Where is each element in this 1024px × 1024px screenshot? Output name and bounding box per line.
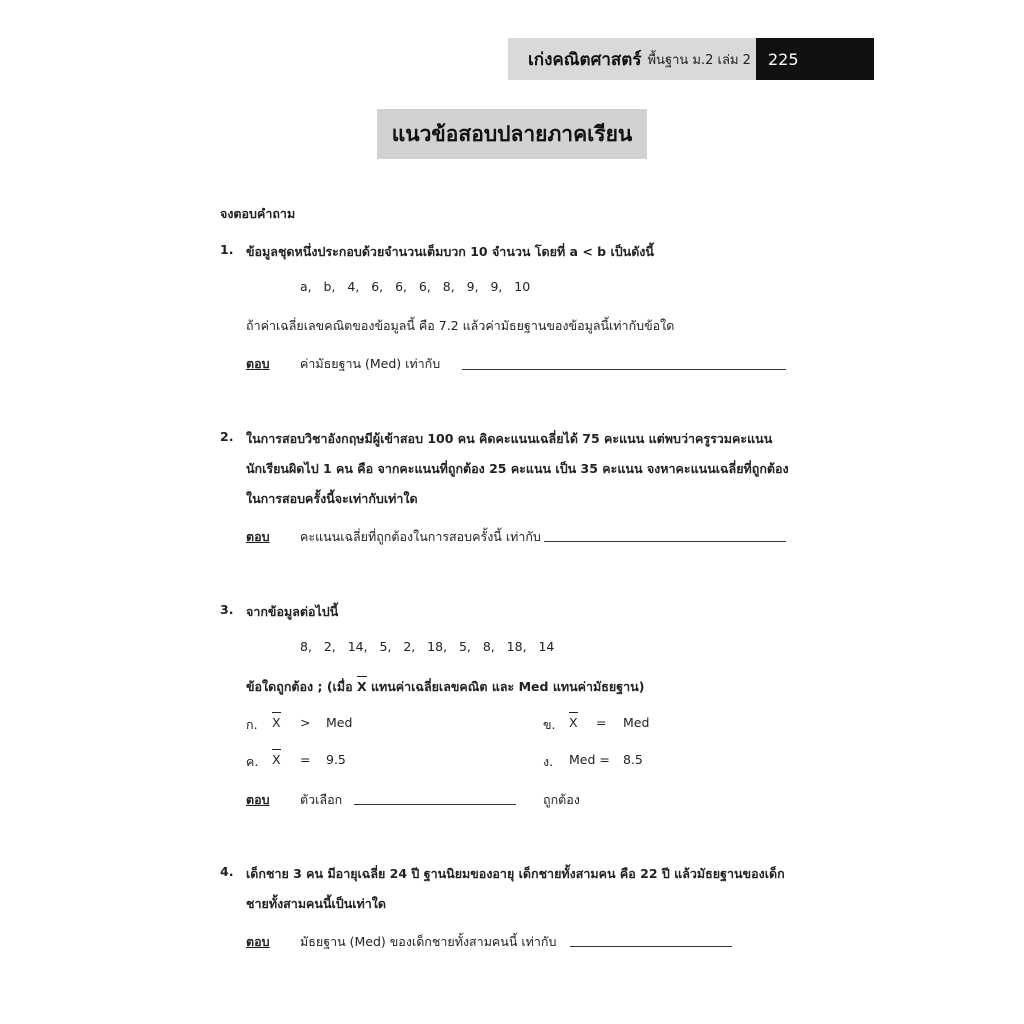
q1-answer-blank[interactable]	[462, 369, 786, 370]
q3-option-a-op: >	[300, 715, 311, 730]
q1-text: ข้อมูลชุดหนึ่งประกอบด้วยจำนวนเต็มบวก 10 จำนวน โดยที่ a < b เป็นดังนี้	[246, 244, 654, 259]
header-title-box	[508, 38, 756, 80]
q3-option-a-x	[272, 715, 281, 730]
q3-option-c-val: 9.5	[326, 752, 346, 767]
q4-answer-text: มัธยฐาน (Med) ของเด็กชายทั้งสามคนนี้ เท่ากับ	[300, 934, 557, 949]
xbar-symbol: X	[272, 715, 281, 730]
q2-line1: ในการสอบวิชาอังกฤษมีผู้เข้าสอบ 100 คน คิดคะแนนเฉลี่ยได้ 75 คะแนน แต่พบว่าครูรวมคะแนน	[246, 431, 773, 446]
xbar-symbol: X	[569, 715, 578, 730]
q3-answer-suffix: ถูกต้อง	[543, 792, 580, 807]
q4-line2: ชายทั้งสามคนนี้เป็นเท่าใด	[246, 896, 387, 911]
q3-option-b-label: ข.	[543, 717, 556, 732]
q3-option-d-val: 8.5	[623, 752, 643, 767]
q3-answer-text: ตัวเลือก	[300, 792, 343, 807]
q4-number: 4.	[220, 864, 234, 879]
q2-line2: นักเรียนผิดไป 1 คน คือ จากคะแนนที่ถูกต้อง 25 คะแนน เป็น 35 คะแนน จงหาคะแนนเฉลี่ยที่ถูกต้อง	[246, 461, 789, 476]
xbar-symbol: X	[356, 679, 367, 694]
q3-question-pre: ข้อใดถูกต้อง ; (เมื่อ	[246, 679, 353, 694]
q1-question: ถ้าค่าเฉลี่ยเลขคณิตของข้อมูลนี้ คือ 7.2 แล้วค่ามัธยฐานของข้อมูลนี้เท่ากับข้อใด	[246, 318, 675, 333]
q2-answer-label: ตอบ	[246, 529, 270, 544]
q3-data: 8, 2, 14, 5, 2, 18, 5, 8, 18, 14	[300, 639, 555, 654]
q3-option-a-val: Med	[326, 715, 353, 730]
q3-option-d-label: ง.	[543, 754, 554, 769]
q3-answer-blank[interactable]	[354, 804, 516, 805]
q3-answer-label: ตอบ	[246, 792, 270, 807]
q3-option-b-val: Med	[623, 715, 650, 730]
instruction: จงตอบคำถาม	[220, 206, 296, 221]
q3-option-d-x: Med =	[569, 752, 610, 767]
q3-option-a-label: ก.	[246, 717, 258, 732]
q1-data: a, b, 4, 6, 6, 6, 8, 9, 9, 10	[300, 279, 531, 294]
q3-option-b-x	[569, 715, 578, 730]
book-title: เก่งคณิตศาสตร์	[528, 49, 642, 70]
q2-answer-text: คะแนนเฉลี่ยที่ถูกต้องในการสอบครั้งนี้ เท่ากับ	[300, 529, 541, 544]
q4-line1: เด็กชาย 3 คน มีอายุเฉลี่ย 24 ปี ฐานนิยมของอายุ เด็กชายทั้งสามคน คือ 22 ปี แล้วมัธยฐานของเด็ก	[246, 866, 785, 881]
q1-number: 1.	[220, 242, 234, 257]
page-title: แนวข้อสอบปลายภาคเรียน	[377, 109, 647, 159]
q1-answer-text: ค่ามัธยฐาน (Med) เท่ากับ	[300, 356, 441, 371]
book-subtitle: พื้นฐาน ม.2 เล่ม 2	[647, 52, 751, 68]
q4-answer-label: ตอบ	[246, 934, 270, 949]
q3-question	[246, 677, 644, 697]
q4-answer-blank[interactable]	[570, 946, 732, 947]
q3-option-c-label: ค.	[246, 754, 259, 769]
q3-text: จากข้อมูลต่อไปนี้	[246, 604, 339, 619]
q1-answer-label: ตอบ	[246, 356, 270, 371]
q3-question-post: แทนค่าเฉลี่ยเลขคณิต และ Med แทนค่ามัธยฐาน)	[370, 679, 645, 694]
q3-option-c-op: =	[300, 752, 311, 767]
xbar-symbol: X	[272, 752, 281, 767]
q2-answer-blank[interactable]	[544, 541, 786, 542]
q3-option-b-op: =	[596, 715, 607, 730]
page-header	[508, 38, 874, 80]
q2-number: 2.	[220, 429, 234, 444]
q3-number: 3.	[220, 602, 234, 617]
q2-line3: ในการสอบครั้งนี้จะเท่ากับเท่าใด	[246, 491, 418, 506]
page-number: 225	[756, 38, 874, 80]
q3-option-c-x	[272, 752, 281, 767]
